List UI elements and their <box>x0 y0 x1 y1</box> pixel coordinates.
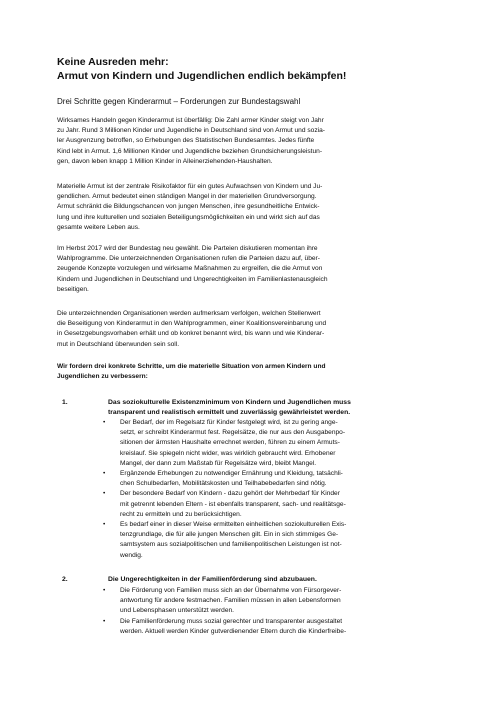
paragraph-line: mut in Deutschland überwunden sein soll. <box>57 340 180 348</box>
bullet-marker: • <box>103 470 106 478</box>
bullet-item <box>103 489 448 520</box>
bullet-line: tenzgrundlage, die für alle jungen Menschen gilt. Ein in sich stimmiges Ge- <box>120 531 339 539</box>
point-2-number: 2. <box>62 576 68 583</box>
bullet-line: Ergänzende Erhebungen zu notwendiger Ernährung und Kleidung, tatsächli- <box>120 470 343 478</box>
bullet-marker: • <box>103 587 106 594</box>
paragraph-line: Wahlprogramme. Die unterzeichnenden Organisationen rufen die Parteien dazu auf, über- <box>57 255 320 263</box>
paragraph-line: in Gesetzgebungsvorhaben erhält und ob konkret benannt wird, bis wann und wie Kinderar- <box>57 330 325 338</box>
paragraph-line: Wirksames Handeln gegen Kinderarmut ist überfällig: Die Zahl armer Kinder steigt von Jahr <box>57 117 324 124</box>
bullet-item <box>103 586 448 617</box>
paragraph-line: Kindern und Jugendlichen in Deutschland und Ungerechtigkeiten im Familienlastenausgleich <box>57 275 328 283</box>
bullet-line: antwortung für andere festmachen. Familien müssen in allen Lebensformen <box>120 597 341 605</box>
paragraph-line: Armut schränkt die Bildungschancen von jungen Menschen, ihre gesundheitliche Entwick- <box>57 203 320 211</box>
paragraph-line: ler Ausgrenzung betroffen, so Erhebungen des Statistischen Bundesamtes. Jedes fünfte <box>57 137 315 145</box>
title-line: transparent und realistisch ermittelt und zuverlässig gewährleistet werden. <box>108 409 351 417</box>
bullet-line: wendig. <box>120 551 143 559</box>
bullet-line: Die Förderung von Familien muss sich an der Übernahme von Fürsorgever- <box>120 587 342 594</box>
paragraph-line: Kind lebt in Armut. 1,6 Millionen Kinder und Jugendliche beziehen Grundsicherungsleistun- <box>57 147 323 155</box>
paragraph-line: zu Jahr. Rund 3 Millionen Kinder und Jugendliche in Deutschland sind von Armut und sozia- <box>57 127 325 135</box>
bullet-line: Die Familienförderung muss sozial gerechter und transparenter ausgestaltet <box>120 617 343 625</box>
demands-intro <box>57 362 441 382</box>
bullet-line: setzt, er schreibt Kinderarmut fest. Regelsätze, die nur aus den Ausgabenpo- <box>120 429 346 437</box>
point-2-title <box>108 575 448 585</box>
paragraph-intro <box>57 116 441 167</box>
bullet-line: sitionen der ärmsten Haushalte errechnet werden, führen zu einem Armuts- <box>120 439 340 447</box>
bullet-marker: • <box>103 419 106 426</box>
bullet-marker: • <box>103 521 106 529</box>
bullet-item <box>103 469 448 489</box>
paragraph-line: Die unterzeichnenden Organisationen werden aufmerksam verfolgen, welchen Stellenwert <box>57 310 321 317</box>
point-1-bullet-list <box>103 418 448 561</box>
bullet-line: und Lebensphasen unterstützt werden. <box>120 607 235 615</box>
bullet-line: samtsystem aus sozialpolitischen und familienpolitischen Leistungen ist not- <box>120 541 342 549</box>
paragraph-line: gendlichen. Armut bedeutet einen ständigen Mangel in der materiellen Grundversorgung. <box>57 193 317 201</box>
paragraph-line: Materielle Armut ist der zentrale Risikofaktor für ein gutes Aufwachsen von Kindern und Ju- <box>57 183 323 190</box>
paragraph-organisations <box>57 309 441 350</box>
bullet-line: mit getrennt lebenden Eltern - ist ebenfalls transparent, sach- und realitätsge- <box>120 500 346 508</box>
bullet-line: werden. Aktuell werden Kinder gutverdienender Eltern durch die Kinderfreibe- <box>120 627 347 635</box>
bullet-line: Mangel, der dann zum Maßstab für Regelsätze wird, bleibt Mangel. <box>120 459 317 467</box>
document-heading <box>57 55 457 83</box>
bullet-line: recht zu ermitteln und zu berücksichtigen. <box>120 510 242 518</box>
bullet-line: chen Schulbedarfen, Mobilitätskosten und Teilhabebedarfen sind nötig. <box>120 480 327 488</box>
document-subtitle: Drei Schritte gegen Kinderarmut – Forderungen zur Bundestagswahl <box>57 97 301 106</box>
point-1-title <box>108 398 448 418</box>
paragraph-line: Jugendlichen zu verbessern: <box>57 373 148 381</box>
paragraph-line: gen, davon leben knapp 1 Million Kinder in Alleinerziehenden-Haushalten. <box>57 157 273 165</box>
heading-line-1: Keine Ausreden mehr: <box>57 56 169 68</box>
bullet-line: Der besondere Bedarf von Kindern - dazu gehört der Mehrbedarf für Kinder <box>120 490 340 498</box>
bullet-marker: • <box>103 617 106 625</box>
title-line: Das soziokulturelle Existenzminimum von Kindern und Jugendlichen muss <box>108 399 351 406</box>
paragraph-line: beseitigen. <box>57 285 89 293</box>
bullet-item <box>103 418 448 469</box>
bullet-item <box>103 617 448 637</box>
heading-line-2: Armut von Kindern und Jugendlichen endlich bekämpfen! <box>57 70 347 82</box>
bullet-line: Der Bedarf, der im Regelsatz für Kinder festgelegt wird, ist zu gering ange- <box>120 419 338 426</box>
point-1-number: 1. <box>62 399 68 406</box>
bullet-line: Es bedarf einer in dieser Weise ermittelten einheitlichen soziokulturellen Exis- <box>120 521 347 529</box>
paragraph-line: gesamte weitere Leben aus. <box>57 223 140 231</box>
paragraph-line: Wir fordern drei konkrete Schritte, um die materielle Situation von armen Kindern und <box>57 363 326 370</box>
paragraph-line: lung und ihre kulturellen und sozialen Beteiligungsmöglichkeiten ein und wirkt sich auf das <box>57 213 320 221</box>
point-2-bullet-list <box>103 586 448 637</box>
bullet-marker: • <box>103 490 106 498</box>
bullet-item <box>103 520 448 561</box>
paragraph-line: die Beseitigung von Kinderarmut in den Wahlprogrammen, einer Koalitionsvereinbarung und <box>57 320 327 328</box>
paragraph-line: Im Herbst 2017 wird der Bundestag neu gewählt. Die Parteien diskutieren momentan ihre <box>57 245 318 252</box>
bullet-line: kreislauf. Sie spiegeln nicht wider, was wirklich gebraucht wird. Erhobener <box>120 449 336 457</box>
paragraph-election <box>57 244 441 295</box>
paragraph-material-poverty <box>57 182 441 233</box>
paragraph-line: zeugende Konzepte vorzulegen und wirksame Maßnahmen zu ergreifen, die die Armut von <box>57 265 323 273</box>
title-line: Die Ungerechtigkeiten in der Familienförderung sind abzubauen. <box>108 576 317 583</box>
